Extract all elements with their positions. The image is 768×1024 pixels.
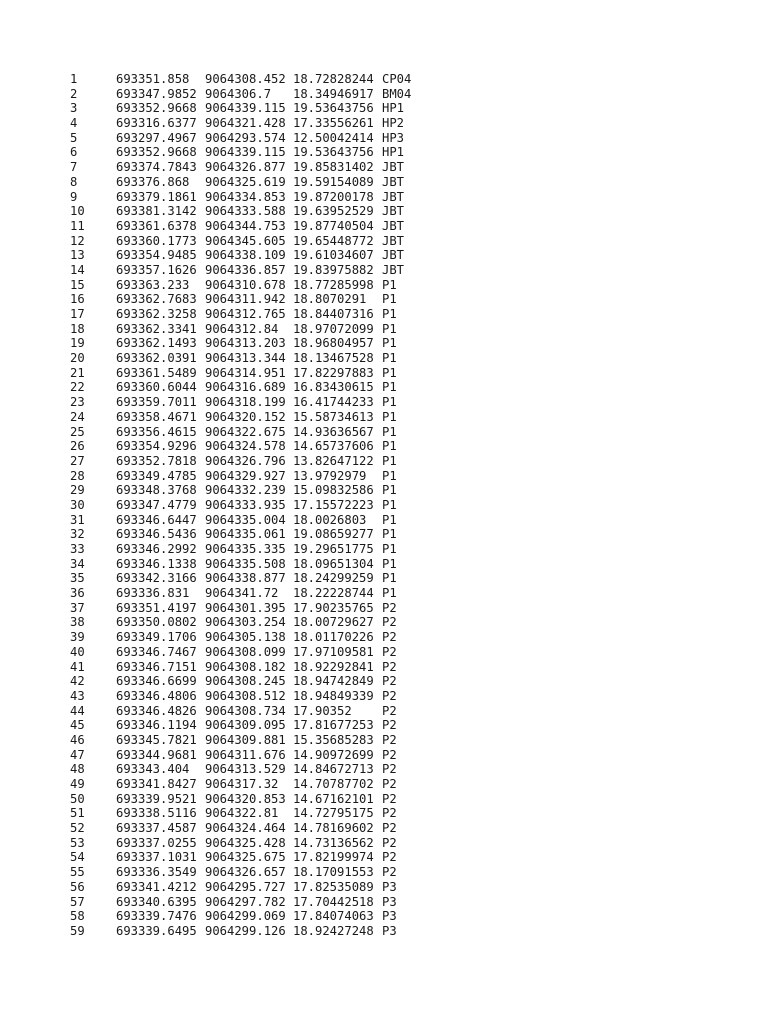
elevation-value: 18.09651304: [293, 556, 374, 571]
easting-value: 693354.9296: [116, 439, 197, 454]
elevation-value: 18.84407316: [293, 307, 374, 321]
point-code: JBT: [382, 248, 405, 263]
easting-value: 693359.7011: [116, 395, 197, 410]
northing-value: 9064326.657: [205, 865, 286, 880]
easting-value: 693344.9681: [116, 747, 197, 762]
point-number: 22: [70, 380, 85, 395]
point-code: P2: [382, 777, 397, 791]
elevation-value: 18.17091553: [293, 865, 374, 880]
easting-value: 693346.1338: [116, 556, 197, 571]
point-number: 59: [70, 923, 85, 938]
point-code: P2: [382, 747, 397, 762]
point-number: 23: [70, 395, 85, 410]
elevation-value: 14.84672713: [293, 762, 374, 777]
point-number: 32: [70, 527, 85, 542]
northing-value: 9064336.857: [205, 262, 286, 277]
point-number: 11: [70, 218, 85, 233]
point-number: 35: [70, 571, 85, 586]
easting-value: 693374.7843: [116, 160, 197, 175]
elevation-value: 19.85831402: [293, 160, 374, 175]
northing-value: 9064344.753: [205, 218, 286, 233]
point-number: 38: [70, 615, 85, 630]
elevation-value: 19.53643756: [293, 145, 374, 160]
easting-value: 693339.7476: [116, 909, 197, 924]
point-number: 39: [70, 630, 85, 645]
easting-value: 693339.6495: [116, 923, 197, 938]
northing-value: 9064308.512: [205, 688, 286, 703]
point-code: P2: [382, 688, 397, 703]
easting-value: 693354.9485: [116, 248, 197, 263]
northing-value: 9064305.138: [205, 630, 286, 645]
point-number: 42: [70, 674, 85, 689]
northing-value: 9064293.574: [205, 130, 286, 145]
elevation-value: 15.09832586: [293, 483, 374, 498]
easting-value: 693360.1773: [116, 233, 197, 248]
point-code: P1: [382, 512, 397, 527]
point-number: 53: [70, 835, 85, 850]
easting-value: 693376.868: [116, 174, 190, 189]
point-code: P2: [382, 703, 397, 718]
northing-value: 9064332.239: [205, 483, 286, 498]
elevation-value: 17.33556261: [293, 116, 374, 131]
northing-value: 9064322.675: [205, 424, 286, 439]
elevation-value: 14.70787702: [293, 777, 374, 791]
elevation-value: 19.83975882: [293, 262, 374, 277]
elevation-value: 18.92427248: [293, 923, 374, 938]
northing-value: 9064333.588: [205, 204, 286, 219]
easting-value: 693340.6395: [116, 894, 197, 909]
point-code: P2: [382, 674, 397, 689]
easting-value: 693348.3768: [116, 483, 197, 498]
point-number: 40: [70, 644, 85, 659]
point-code: P1: [382, 453, 397, 468]
elevation-value: 19.61034607: [293, 248, 374, 263]
point-number: 1: [70, 72, 78, 86]
point-code: P2: [382, 659, 397, 674]
northing-value: 9064321.428: [205, 116, 286, 131]
easting-value: 693336.831: [116, 586, 190, 601]
point-code: CP04: [382, 72, 412, 86]
elevation-value: 15.35685283: [293, 732, 374, 747]
point-number: 49: [70, 777, 85, 791]
easting-value: 693346.4826: [116, 703, 197, 718]
elevation-value: 14.90972699: [293, 747, 374, 762]
elevation-value: 18.77285998: [293, 277, 374, 292]
elevation-value: 18.8070291: [293, 292, 367, 307]
easting-value: 693339.9521: [116, 791, 197, 806]
easting-value: 693343.404: [116, 762, 190, 777]
point-code: P2: [382, 615, 397, 630]
elevation-value: 17.15572223: [293, 497, 374, 512]
elevation-value: 13.9792979: [293, 468, 367, 483]
northing-value: 9064338.877: [205, 571, 286, 586]
point-number: 10: [70, 204, 85, 219]
elevation-value: 18.34946917: [293, 86, 374, 101]
point-number: 46: [70, 732, 85, 747]
point-number: 52: [70, 821, 85, 836]
point-number: 5: [70, 130, 78, 145]
northing-value: 9064320.853: [205, 791, 286, 806]
northing-value: 9064312.84: [205, 321, 279, 336]
northing-value: 9064308.099: [205, 644, 286, 659]
easting-value: 693347.4779: [116, 497, 197, 512]
point-number: 16: [70, 292, 85, 307]
easting-value: 693352.7818: [116, 453, 197, 468]
easting-value: 693361.6378: [116, 218, 197, 233]
point-number: 50: [70, 791, 85, 806]
point-number: 33: [70, 542, 85, 556]
northing-value: 9064335.508: [205, 556, 286, 571]
northing-value: 9064308.452: [205, 72, 286, 86]
northing-value: 9064325.428: [205, 835, 286, 850]
point-number: 14: [70, 262, 85, 277]
point-number: 55: [70, 865, 85, 880]
easting-value: 693356.4615: [116, 424, 197, 439]
easting-value: 693357.1626: [116, 262, 197, 277]
elevation-value: 18.24299259: [293, 571, 374, 586]
point-code: P1: [382, 336, 397, 351]
point-code: P1: [382, 351, 397, 366]
point-code: JBT: [382, 262, 405, 277]
point-number: 8: [70, 174, 78, 189]
elevation-value: 18.97072099: [293, 321, 374, 336]
point-number: 15: [70, 277, 85, 292]
easting-value: 693337.1031: [116, 850, 197, 865]
northing-value: 9064338.109: [205, 248, 286, 263]
northing-value: 9064345.605: [205, 233, 286, 248]
point-code: HP2: [382, 116, 405, 131]
point-number: 28: [70, 468, 85, 483]
northing-value: 9064299.069: [205, 909, 286, 924]
elevation-value: 17.82199974: [293, 850, 374, 865]
easting-value: 693349.1706: [116, 630, 197, 645]
elevation-value: 12.50042414: [293, 130, 374, 145]
point-code: P2: [382, 791, 397, 806]
point-code: P1: [382, 277, 397, 292]
northing-value: 9064310.678: [205, 277, 286, 292]
elevation-value: 18.94742849: [293, 674, 374, 689]
point-number: 13: [70, 248, 85, 263]
point-code: P2: [382, 732, 397, 747]
easting-value: 693350.0802: [116, 615, 197, 630]
point-code: P2: [382, 644, 397, 659]
elevation-value: 18.96804957: [293, 336, 374, 351]
point-code: P1: [382, 542, 397, 556]
elevation-value: 17.82297883: [293, 365, 374, 380]
northing-value: 9064308.182: [205, 659, 286, 674]
point-code: P1: [382, 483, 397, 498]
point-code: P3: [382, 909, 397, 924]
point-code: P3: [382, 894, 397, 909]
point-number: 58: [70, 909, 85, 924]
elevation-value: 17.82535089: [293, 879, 374, 894]
elevation-value: 14.73136562: [293, 835, 374, 850]
point-number: 54: [70, 850, 85, 865]
point-number: 12: [70, 233, 85, 248]
elevation-value: 19.87200178: [293, 189, 374, 204]
northing-value: 9064324.464: [205, 821, 286, 836]
point-code: JBT: [382, 160, 405, 175]
elevation-value: 19.59154089: [293, 174, 374, 189]
point-code: P1: [382, 321, 397, 336]
northing-value: 9064320.152: [205, 409, 286, 424]
northing-value: 9064333.935: [205, 497, 286, 512]
elevation-value: 13.82647122: [293, 453, 374, 468]
easting-value: 693362.3258: [116, 307, 197, 321]
point-code: P1: [382, 307, 397, 321]
elevation-value: 18.01170226: [293, 630, 374, 645]
point-code: P1: [382, 571, 397, 586]
point-number: 20: [70, 351, 85, 366]
point-code: BM04: [382, 86, 412, 101]
easting-value: 693316.6377: [116, 116, 197, 131]
northing-value: 9064325.675: [205, 850, 286, 865]
northing-value: 9064303.254: [205, 615, 286, 630]
easting-value: 693346.1194: [116, 718, 197, 733]
elevation-value: 18.00729627: [293, 615, 374, 630]
easting-value: 693349.4785: [116, 468, 197, 483]
elevation-value: 17.70442518: [293, 894, 374, 909]
elevation-value: 14.72795175: [293, 806, 374, 821]
point-number: 36: [70, 586, 85, 601]
point-code: JBT: [382, 174, 405, 189]
northing-value: 9064313.203: [205, 336, 286, 351]
easting-value: 693362.3341: [116, 321, 197, 336]
northing-value: 9064326.877: [205, 160, 286, 175]
point-number: 31: [70, 512, 85, 527]
elevation-value: 19.65448772: [293, 233, 374, 248]
easting-value: 693360.6044: [116, 380, 197, 395]
elevation-value: 14.93636567: [293, 424, 374, 439]
elevation-value: 14.65737606: [293, 439, 374, 454]
point-code: HP1: [382, 101, 405, 116]
point-code: P1: [382, 439, 397, 454]
point-number: 4: [70, 116, 78, 131]
northing-value: 9064306.7: [205, 86, 272, 101]
northing-value: 9064324.578: [205, 439, 286, 454]
point-number: 41: [70, 659, 85, 674]
elevation-value: 16.83430615: [293, 380, 374, 395]
point-number: 34: [70, 556, 85, 571]
northing-value: 9064318.199: [205, 395, 286, 410]
point-code: P1: [382, 380, 397, 395]
elevation-value: 17.90352: [293, 703, 352, 718]
elevation-value: 14.78169602: [293, 821, 374, 836]
easting-value: 693351.858: [116, 72, 190, 86]
elevation-value: 16.41744233: [293, 395, 374, 410]
point-number: 21: [70, 365, 85, 380]
northing-value: 9064311.942: [205, 292, 286, 307]
point-number: 56: [70, 879, 85, 894]
point-number: 25: [70, 424, 85, 439]
point-number: 48: [70, 762, 85, 777]
point-code: HP3: [382, 130, 405, 145]
point-number: 47: [70, 747, 85, 762]
easting-value: 693341.8427: [116, 777, 197, 791]
point-number: 30: [70, 497, 85, 512]
easting-value: 693346.5436: [116, 527, 197, 542]
easting-value: 693363.233: [116, 277, 190, 292]
northing-value: 9064339.115: [205, 145, 286, 160]
easting-value: 693346.7467: [116, 644, 197, 659]
point-code: P1: [382, 468, 397, 483]
point-number: 9: [70, 189, 78, 204]
point-number: 27: [70, 453, 85, 468]
point-number: 51: [70, 806, 85, 821]
elevation-value: 17.81677253: [293, 718, 374, 733]
easting-value: 693358.4671: [116, 409, 197, 424]
point-code: JBT: [382, 233, 405, 248]
easting-value: 693346.7151: [116, 659, 197, 674]
easting-value: 693341.4212: [116, 879, 197, 894]
point-code: P1: [382, 527, 397, 542]
point-code: P2: [382, 806, 397, 821]
point-code: P1: [382, 365, 397, 380]
point-number: 29: [70, 483, 85, 498]
point-code: P3: [382, 923, 397, 938]
point-number: 45: [70, 718, 85, 733]
northing-value: 9064299.126: [205, 923, 286, 938]
elevation-value: 19.08659277: [293, 527, 374, 542]
northing-value: 9064341.72: [205, 586, 279, 601]
easting-value: 693362.1493: [116, 336, 197, 351]
northing-value: 9064308.245: [205, 674, 286, 689]
northing-value: 9064335.004: [205, 512, 286, 527]
point-number: 44: [70, 703, 85, 718]
point-number: 24: [70, 409, 85, 424]
northing-value: 9064309.095: [205, 718, 286, 733]
northing-value: 9064301.395: [205, 600, 286, 615]
northing-value: 9064334.853: [205, 189, 286, 204]
point-code: P1: [382, 497, 397, 512]
easting-value: 693351.4197: [116, 600, 197, 615]
point-number: 37: [70, 600, 85, 615]
easting-value: 693381.3142: [116, 204, 197, 219]
elevation-value: 17.97109581: [293, 644, 374, 659]
northing-value: 9064309.881: [205, 732, 286, 747]
point-code: P1: [382, 556, 397, 571]
northing-value: 9064326.796: [205, 453, 286, 468]
point-code: P2: [382, 630, 397, 645]
northing-value: 9064314.951: [205, 365, 286, 380]
point-code: P1: [382, 424, 397, 439]
northing-value: 9064322.81: [205, 806, 279, 821]
easting-value: 693361.5489: [116, 365, 197, 380]
northing-value: 9064308.734: [205, 703, 286, 718]
easting-value: 693336.3549: [116, 865, 197, 880]
northing-value: 9064317.32: [205, 777, 279, 791]
easting-value: 693297.4967: [116, 130, 197, 145]
easting-value: 693362.0391: [116, 351, 197, 366]
elevation-value: 18.22228744: [293, 586, 374, 601]
elevation-value: 17.84074063: [293, 909, 374, 924]
point-number: 43: [70, 688, 85, 703]
point-code: P2: [382, 821, 397, 836]
elevation-value: 14.67162101: [293, 791, 374, 806]
elevation-value: 18.0026803: [293, 512, 367, 527]
elevation-value: 19.87740504: [293, 218, 374, 233]
point-number: 6: [70, 145, 78, 160]
elevation-value: 17.90235765: [293, 600, 374, 615]
point-code: P1: [382, 395, 397, 410]
northing-value: 9064335.061: [205, 527, 286, 542]
easting-value: 693345.7821: [116, 732, 197, 747]
northing-value: 9064339.115: [205, 101, 286, 116]
point-number: 17: [70, 307, 85, 321]
point-number: 26: [70, 439, 85, 454]
easting-value: 693379.1861: [116, 189, 197, 204]
northing-value: 9064295.727: [205, 879, 286, 894]
northing-value: 9064316.689: [205, 380, 286, 395]
northing-value: 9064313.529: [205, 762, 286, 777]
point-code: P2: [382, 850, 397, 865]
point-number: 3: [70, 101, 78, 116]
point-number: 19: [70, 336, 85, 351]
point-code: P2: [382, 835, 397, 850]
easting-value: 693346.4806: [116, 688, 197, 703]
elevation-value: 19.29651775: [293, 542, 374, 556]
point-code: P2: [382, 600, 397, 615]
northing-value: 9064312.765: [205, 307, 286, 321]
point-code: JBT: [382, 218, 405, 233]
northing-value: 9064311.676: [205, 747, 286, 762]
elevation-value: 18.92292841: [293, 659, 374, 674]
point-code: HP1: [382, 145, 405, 160]
easting-value: 693352.9668: [116, 101, 197, 116]
northing-value: 9064335.335: [205, 542, 286, 556]
elevation-value: 18.94849339: [293, 688, 374, 703]
elevation-value: 18.72828244: [293, 72, 374, 86]
point-code: P2: [382, 762, 397, 777]
northing-value: 9064297.782: [205, 894, 286, 909]
point-code: P1: [382, 292, 397, 307]
point-code: P2: [382, 718, 397, 733]
point-code: P3: [382, 879, 397, 894]
northing-value: 9064325.619: [205, 174, 286, 189]
northing-value: 9064329.927: [205, 468, 286, 483]
easting-value: 693347.9852: [116, 86, 197, 101]
point-number: 18: [70, 321, 85, 336]
easting-value: 693337.4587: [116, 821, 197, 836]
point-code: P1: [382, 586, 397, 601]
easting-value: 693338.5116: [116, 806, 197, 821]
northing-value: 9064313.344: [205, 351, 286, 366]
easting-value: 693346.2992: [116, 542, 197, 556]
point-code: JBT: [382, 189, 405, 204]
easting-value: 693362.7683: [116, 292, 197, 307]
point-code: JBT: [382, 204, 405, 219]
elevation-value: 15.58734613: [293, 409, 374, 424]
elevation-value: 18.13467528: [293, 351, 374, 366]
easting-value: 693342.3166: [116, 571, 197, 586]
point-number: 7: [70, 160, 78, 175]
easting-value: 693346.6447: [116, 512, 197, 527]
elevation-value: 19.63952529: [293, 204, 374, 219]
point-number: 57: [70, 894, 85, 909]
elevation-value: 19.53643756: [293, 101, 374, 116]
easting-value: 693346.6699: [116, 674, 197, 689]
point-code: P1: [382, 409, 397, 424]
easting-value: 693337.0255: [116, 835, 197, 850]
easting-value: 693352.9668: [116, 145, 197, 160]
point-code: P2: [382, 865, 397, 880]
point-number: 2: [70, 86, 78, 101]
